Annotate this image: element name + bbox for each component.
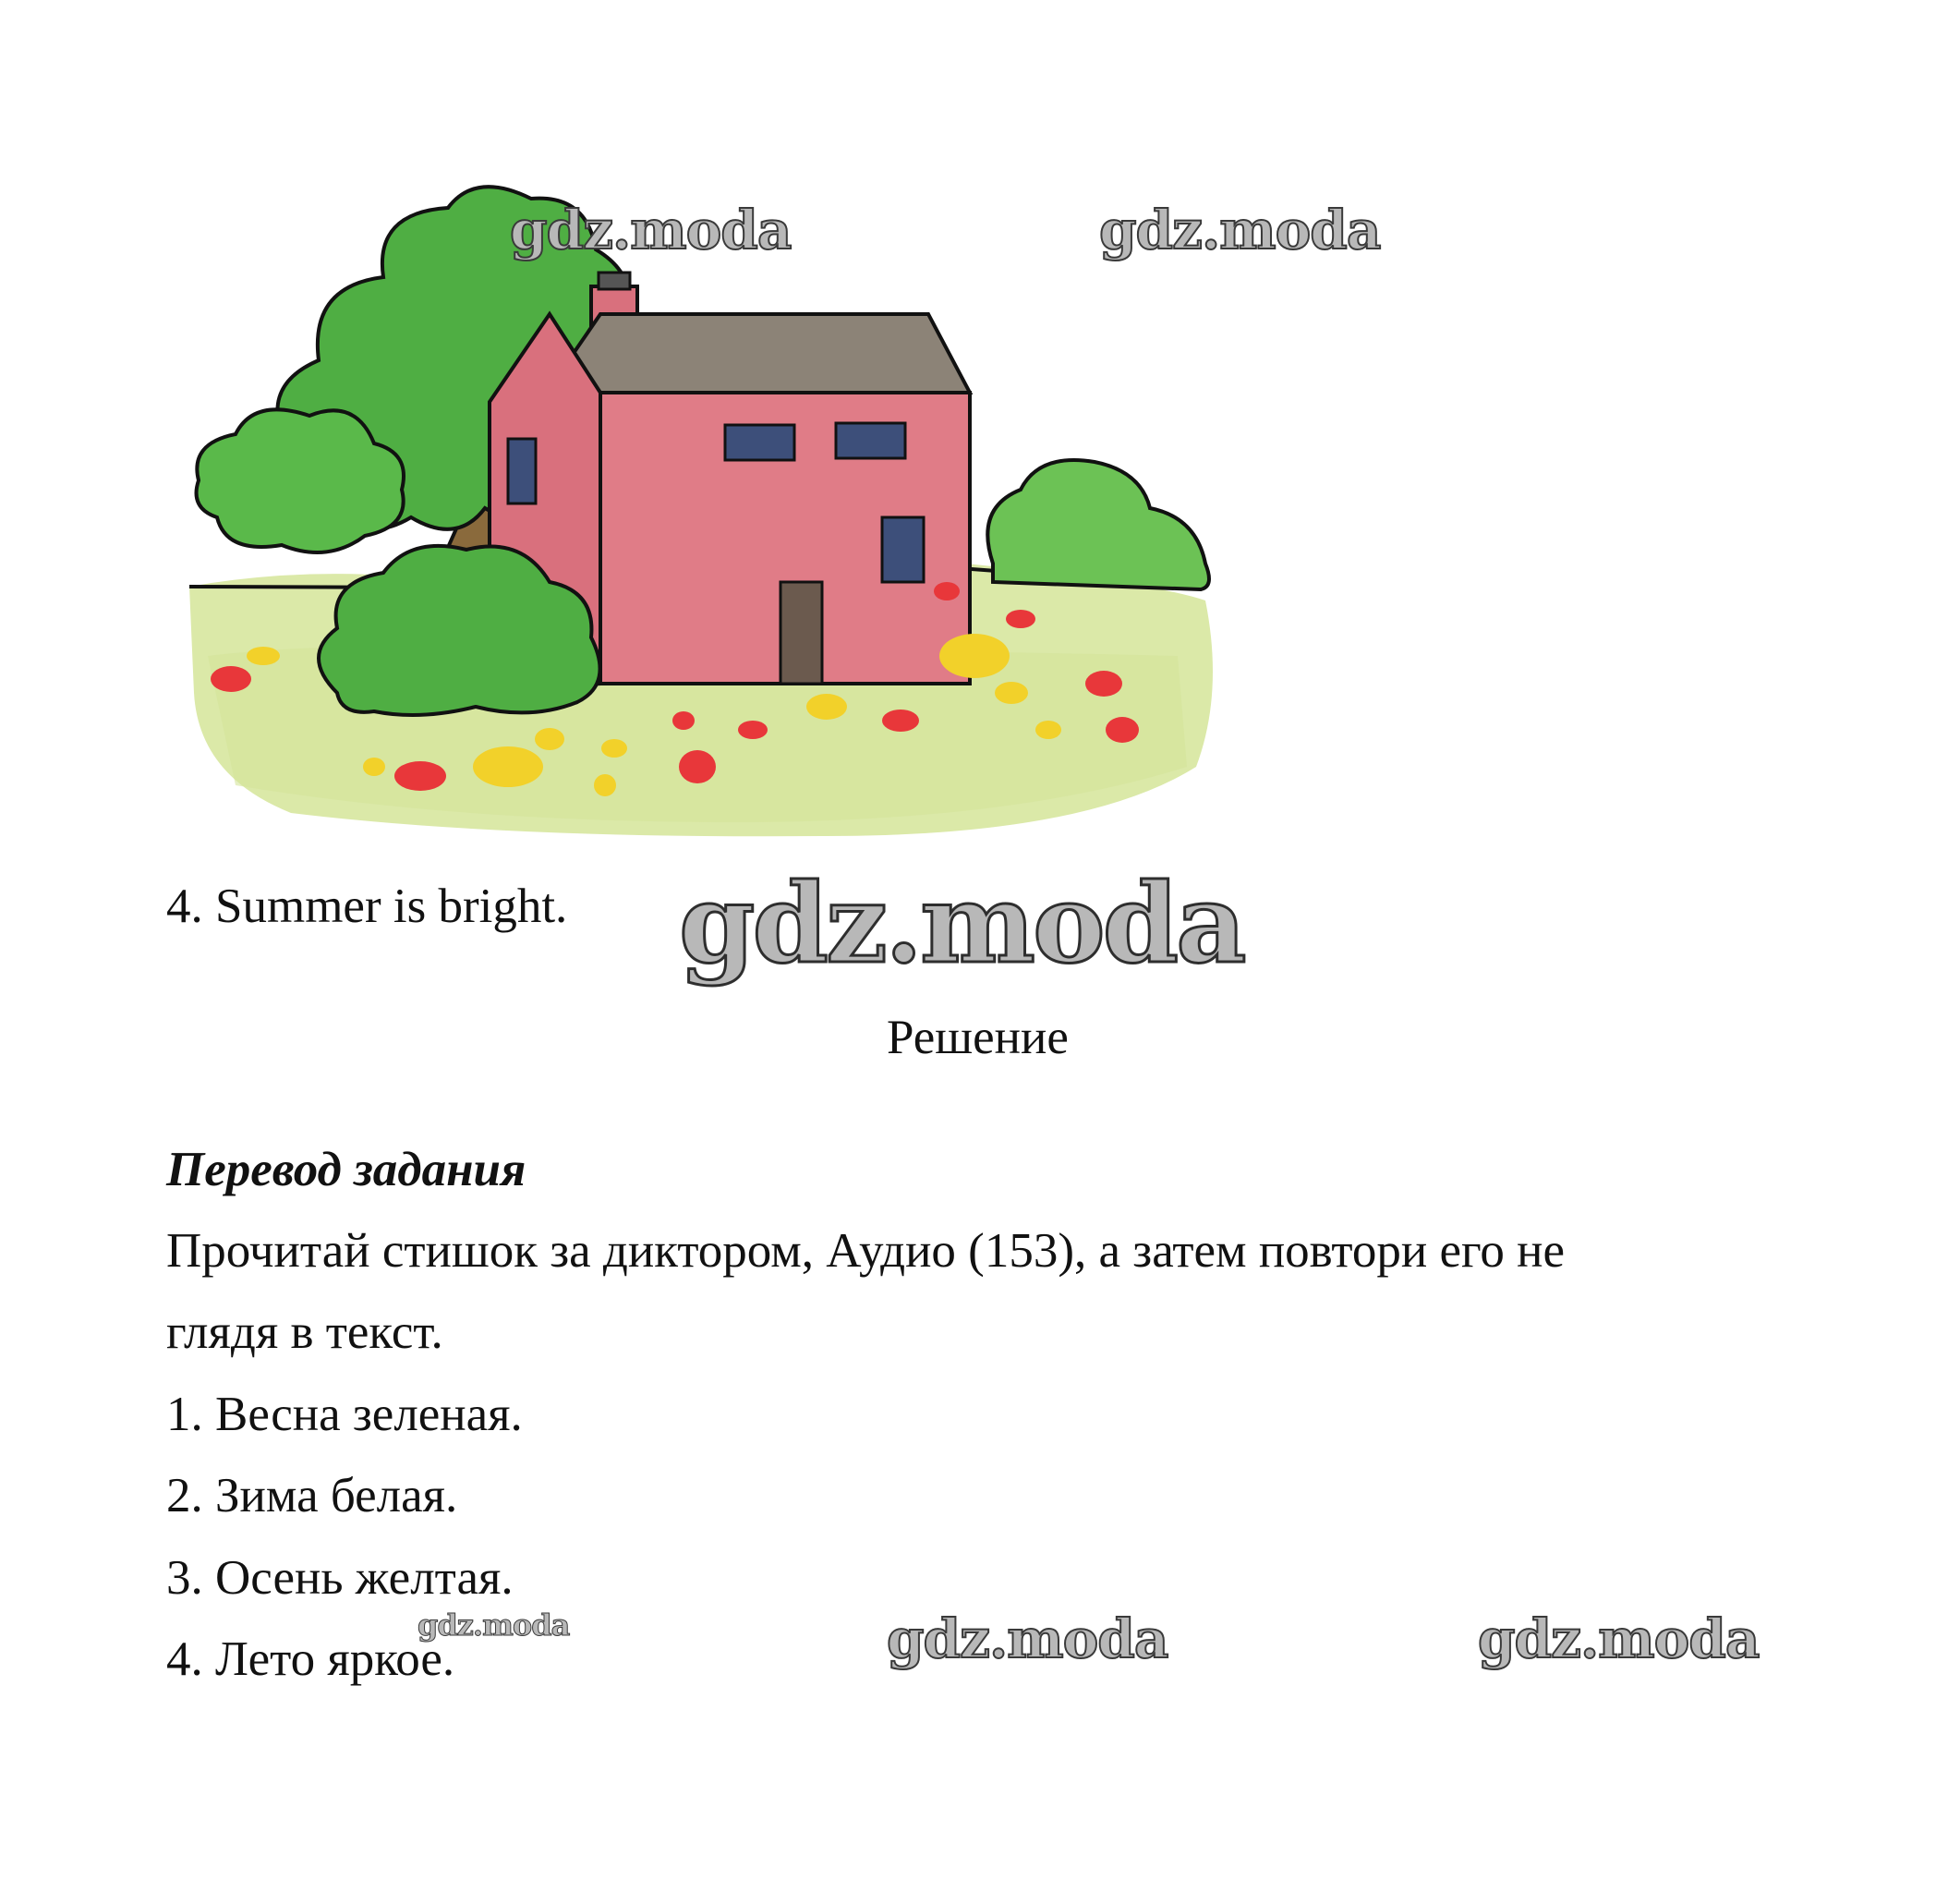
- watermark: gdz.moda: [1478, 1607, 1760, 1670]
- watermark: gdz.moda: [679, 859, 1244, 988]
- list-item: 2. Зима белая.: [166, 1469, 458, 1522]
- watermark: gdz.moda: [1099, 199, 1381, 261]
- list-item: 1. Весна зеленая.: [166, 1388, 523, 1441]
- solution-label: Решение: [887, 1011, 1069, 1064]
- watermark: gdz.moda: [510, 199, 792, 261]
- house-illustration: [180, 176, 1233, 850]
- translation-heading: Перевод задания: [166, 1143, 526, 1196]
- english-caption: 4. Summer is bright.: [166, 879, 568, 933]
- bush-right: [987, 460, 1209, 589]
- list-item: 4. Лето яркое.: [166, 1632, 455, 1686]
- watermark: gdz.moda: [887, 1607, 1168, 1670]
- watermark: gdz.moda: [417, 1607, 570, 1643]
- list-item: 3. Осень желтая.: [166, 1551, 514, 1605]
- instruction-line-2: глядя в текст.: [166, 1305, 443, 1359]
- instruction-line-1: Прочитай стишок за диктором, Аудио (153), а затем повтори его не: [166, 1224, 1566, 1278]
